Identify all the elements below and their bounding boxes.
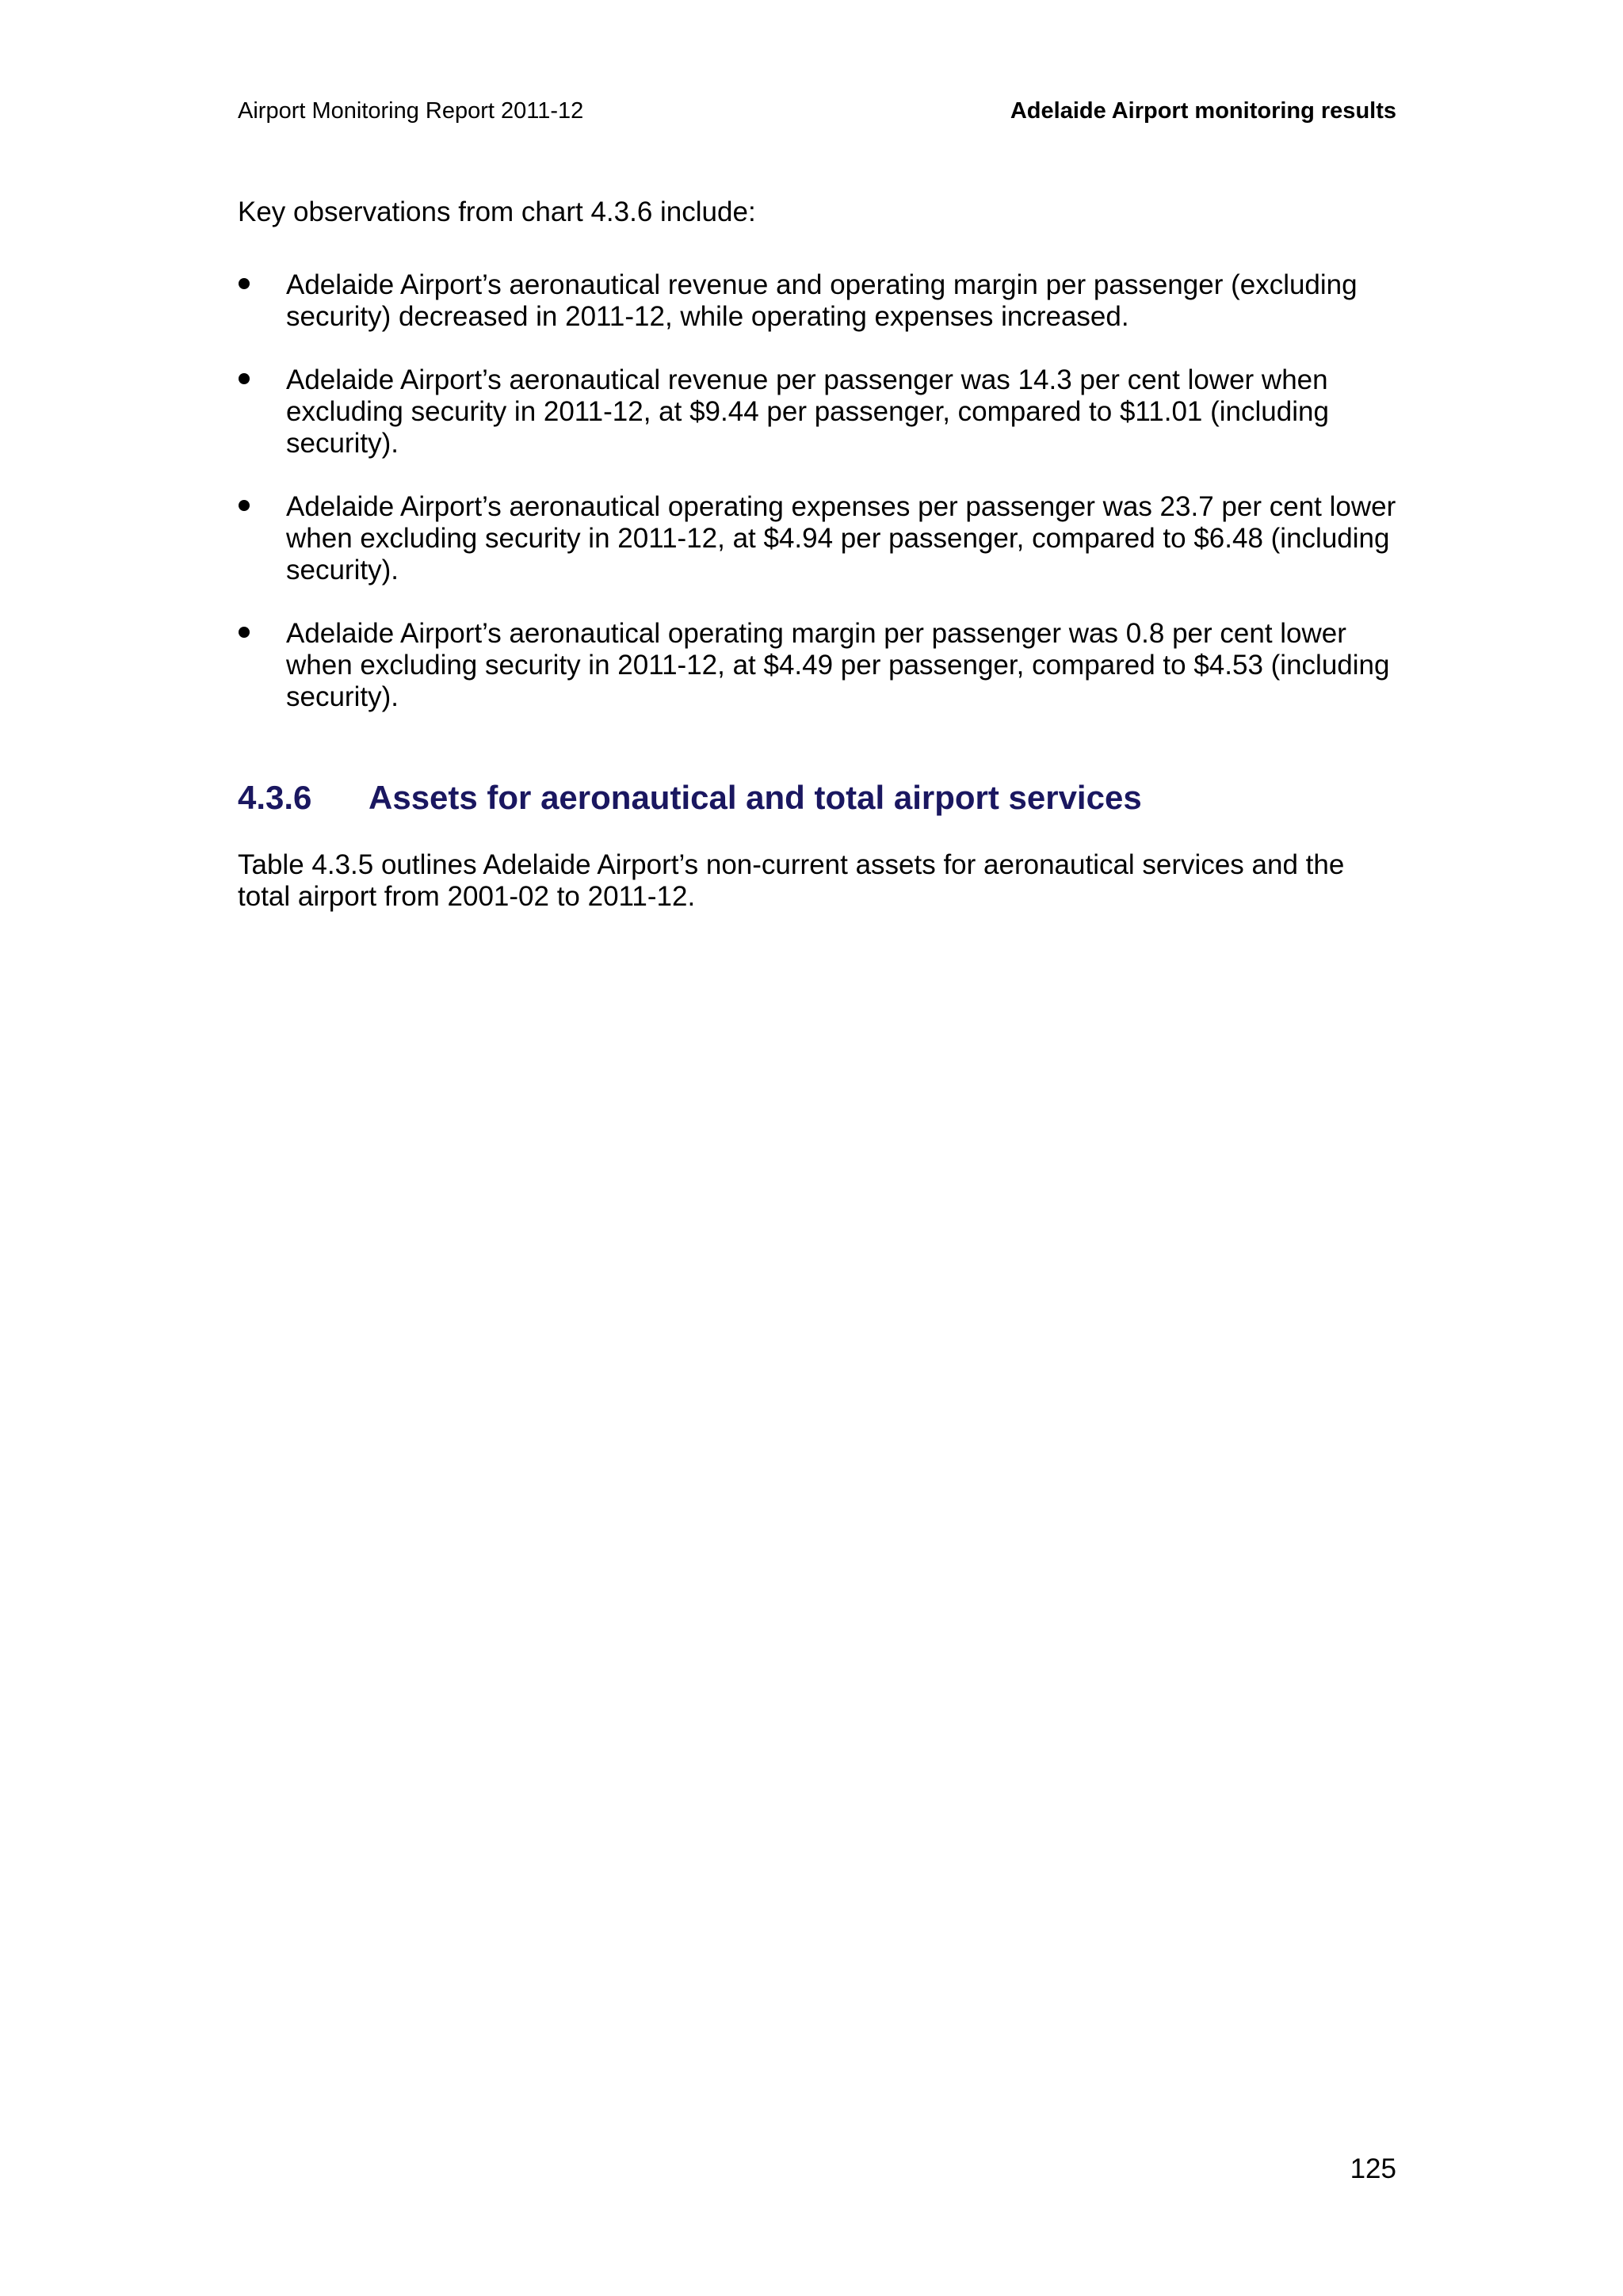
bullet-icon bbox=[239, 278, 250, 289]
observations-list bbox=[238, 269, 1403, 745]
list-item-text: Adelaide Airport’s aeronautical operating expenses per passenger was 23.7 per cent lower when excluding security in 2011-12, at $4.94 per passenger, compared to $6.48 (including security). bbox=[286, 491, 1396, 585]
page-number: 125 bbox=[1350, 2153, 1396, 2184]
running-header-report-title: Airport Monitoring Report 2011-12 bbox=[238, 98, 584, 124]
running-header-section-title: Adelaide Airport monitoring results bbox=[1010, 98, 1396, 124]
section-body-paragraph: Table 4.3.5 outlines Adelaide Airport’s non-current assets for aeronautical services and the total airport from 2001-02 to 2011-12. bbox=[238, 849, 1345, 912]
intro-paragraph: Key observations from chart 4.3.6 include: bbox=[238, 196, 756, 227]
bullet-icon bbox=[239, 627, 250, 638]
bullet-icon bbox=[239, 373, 250, 384]
bullet-icon bbox=[239, 500, 250, 511]
list-item bbox=[238, 491, 1403, 586]
list-item bbox=[238, 364, 1403, 460]
list-item-text: Adelaide Airport’s aeronautical revenue per passenger was 14.3 per cent lower when excluding security in 2011-12, at $9.44 per passenger, compared to $11.01 (including security). bbox=[286, 364, 1329, 459]
list-item-text: Adelaide Airport’s aeronautical operating margin per passenger was 0.8 per cent lower when excluding security in 2011-12, at $4.49 per passenger, compared to $4.53 (including security). bbox=[286, 618, 1390, 712]
list-item bbox=[238, 618, 1403, 713]
section-heading bbox=[238, 778, 1142, 818]
list-item bbox=[238, 269, 1403, 333]
section-title: Assets for aeronautical and total airport services bbox=[369, 779, 1142, 816]
list-item-text: Adelaide Airport’s aeronautical revenue and operating margin per passenger (excluding security) decreased in 2011-12, while operating expenses increased. bbox=[286, 269, 1358, 332]
section-number: 4.3.6 bbox=[238, 779, 312, 816]
